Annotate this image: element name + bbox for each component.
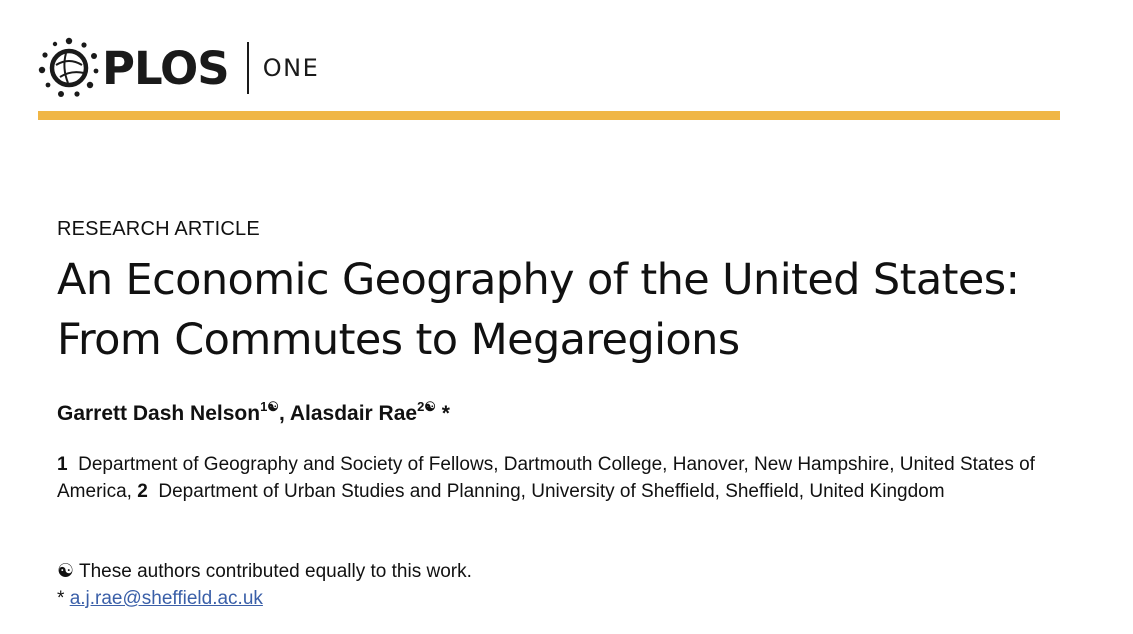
title-line-1: An Economic Geography of the United States: [57, 255, 1020, 305]
equal-contribution-note [57, 558, 472, 585]
affiliation-text: Department of Geography and Society of Fellows, Dartmouth College, Hanover, New Hampshire, United States of America, [57, 454, 1035, 502]
author-list [57, 399, 450, 426]
corresponding-author-note [57, 585, 472, 612]
affiliation-text: Department of Urban Studies and Planning, University of Sheffield, Sheffield, United Kingdom [158, 481, 945, 502]
journal-name: ONE [262, 54, 320, 82]
affiliations [57, 451, 1057, 505]
title-line-2: From Commutes to Megaregions [57, 315, 740, 365]
logo-divider [247, 42, 249, 94]
author-separator: , [278, 402, 290, 425]
email-link[interactable]: a.j.rae@sheffield.ac.uk [69, 588, 263, 609]
article-type: RESEARCH ARTICLE [57, 218, 260, 240]
author-notes [57, 558, 472, 612]
affiliation-number: 1 [57, 454, 68, 475]
plos-wordmark: PLOS [102, 41, 229, 95]
yin-yang-icon: ☯ [57, 561, 75, 582]
plos-logo-icon [38, 37, 100, 99]
accent-bar [38, 111, 1060, 120]
corresponding-author-marker: * [435, 402, 450, 425]
asterisk-symbol: * [57, 588, 65, 609]
article-title [57, 250, 1097, 370]
author-affiliation-marks: 2☯ [417, 399, 436, 414]
author-name: Garrett Dash Nelson [57, 402, 261, 425]
affiliation-number: 2 [137, 481, 148, 502]
journal-header [38, 36, 319, 100]
equal-contribution-text: These authors contributed equally to this work. [78, 561, 472, 582]
author-affiliation-marks: 1☯ [260, 399, 279, 414]
author-name: Alasdair Rae [289, 402, 418, 425]
